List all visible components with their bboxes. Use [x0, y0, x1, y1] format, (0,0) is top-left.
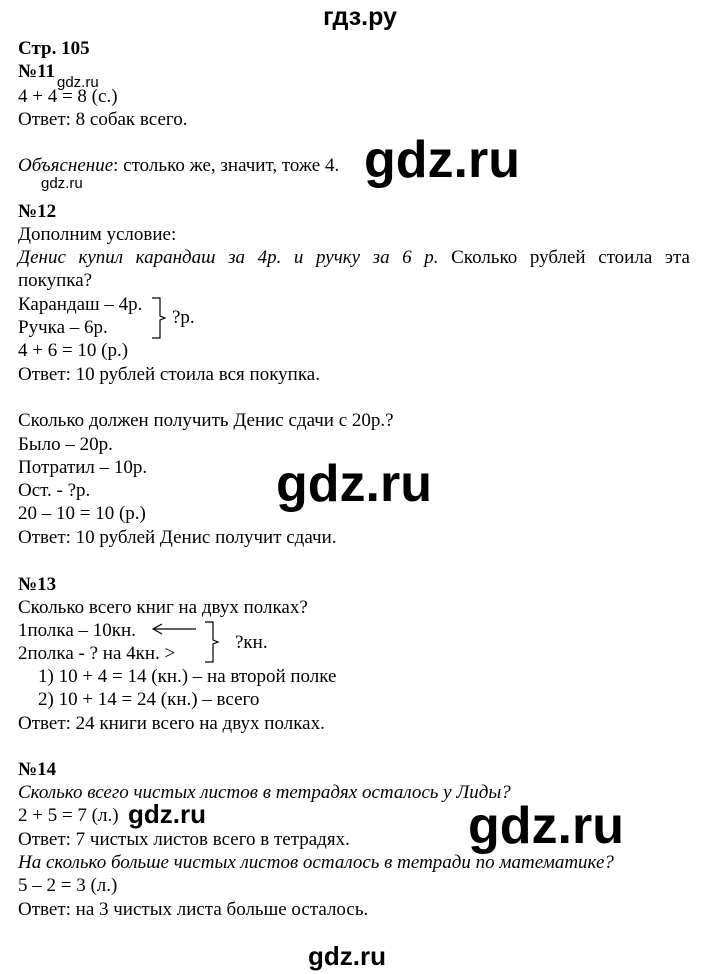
task-11-equation: 4 + 4 = 8 (с.): [18, 86, 118, 107]
task-14-answer-2: Ответ: на 3 чистых листа больше осталось.: [18, 899, 369, 920]
task-11-number: №11: [18, 61, 56, 82]
task-12-equation: 4 + 6 = 10 (р.): [18, 340, 129, 361]
task-11-answer: Ответ: 8 собак всего.: [18, 109, 188, 130]
task-11-explanation: [18, 155, 339, 177]
task-13-number: №13: [18, 574, 57, 595]
task-12-number: №12: [18, 201, 57, 222]
task-13-brace-question: ?кн.: [235, 632, 268, 653]
watermark-large: gdz.ru: [364, 131, 520, 189]
task-14-equation-1: 2 + 5 = 7 (л.): [18, 805, 119, 826]
explanation-text: : столько же, значит, тоже 4.: [113, 155, 340, 176]
task-12-brace-question: ?р.: [172, 307, 195, 328]
watermark-small: gdz.ru: [57, 74, 99, 91]
task-13-shelf-2: 2полка - ? на 4кн. >: [18, 643, 176, 664]
task-13-shelf-1: 1полка – 10кн.: [18, 620, 136, 641]
task-12-item-pen: Ручка – 6р.: [18, 317, 108, 338]
right-brace-icon: [150, 296, 170, 340]
watermark-large: gdz.ru: [468, 797, 624, 855]
task-13-answer: Ответ: 24 книги всего на двух полках.: [18, 713, 325, 734]
task-13-step-2: 2) 10 + 14 = 24 (кн.) – всего: [38, 689, 260, 710]
watermark-footer: gdz.ru: [308, 941, 386, 971]
task-12-answer: Ответ: 10 рублей стоила вся покупка.: [18, 364, 320, 385]
task-12-spent: Потратил – 10р.: [18, 457, 148, 478]
explanation-label: Объяснение: [18, 155, 114, 176]
watermark-large: gdz.ru: [276, 455, 432, 513]
right-brace-icon: [203, 620, 223, 664]
watermark-medium: gdz.ru: [128, 799, 206, 829]
task-12-left: Ост. - ?р.: [18, 480, 91, 501]
task-12-item-pencil: Карандаш – 4р.: [18, 294, 143, 315]
task-13-step-1: 1) 10 + 4 = 14 (кн.) – на второй полке: [38, 666, 337, 687]
site-header: гдз.ру: [323, 3, 397, 31]
condition-regular: Сколько рублей стоила эта: [438, 247, 690, 268]
task-14-answer-1: Ответ: 7 чистых листов всего в тетрадях.: [18, 829, 350, 850]
task-12-equation-2: 20 – 10 = 10 (р.): [18, 503, 146, 524]
condition-italic: Денис купил карандаш за 4р. и ручку за 6 р.: [18, 247, 439, 268]
task-12-question-2: Сколько должен получить Денис сдачи с 20р.?: [18, 410, 394, 431]
task-14-equation-2: 5 – 2 = 3 (л.): [18, 875, 118, 896]
task-12-intro: Дополним условие:: [18, 224, 177, 245]
task-14-question-1: Сколько всего чистых листов в тетрадях осталось у Лиды?: [18, 782, 511, 803]
task-12-answer-2: Ответ: 10 рублей Денис получит сдачи.: [18, 527, 337, 548]
task-13-question: Сколько всего книг на двух полках?: [18, 597, 308, 618]
task-14-number: №14: [18, 759, 57, 780]
task-12-had: Было – 20р.: [18, 434, 113, 455]
arrow-left-icon: [150, 622, 200, 636]
watermark-small: gdz.ru: [41, 175, 83, 192]
page-label: Стр. 105: [18, 38, 90, 59]
task-12-condition-line-2: покупка?: [18, 270, 93, 291]
task-12-condition: [18, 247, 690, 269]
task-14-question-2: На сколько больше чистых листов осталось в тетради по математике?: [18, 852, 614, 873]
